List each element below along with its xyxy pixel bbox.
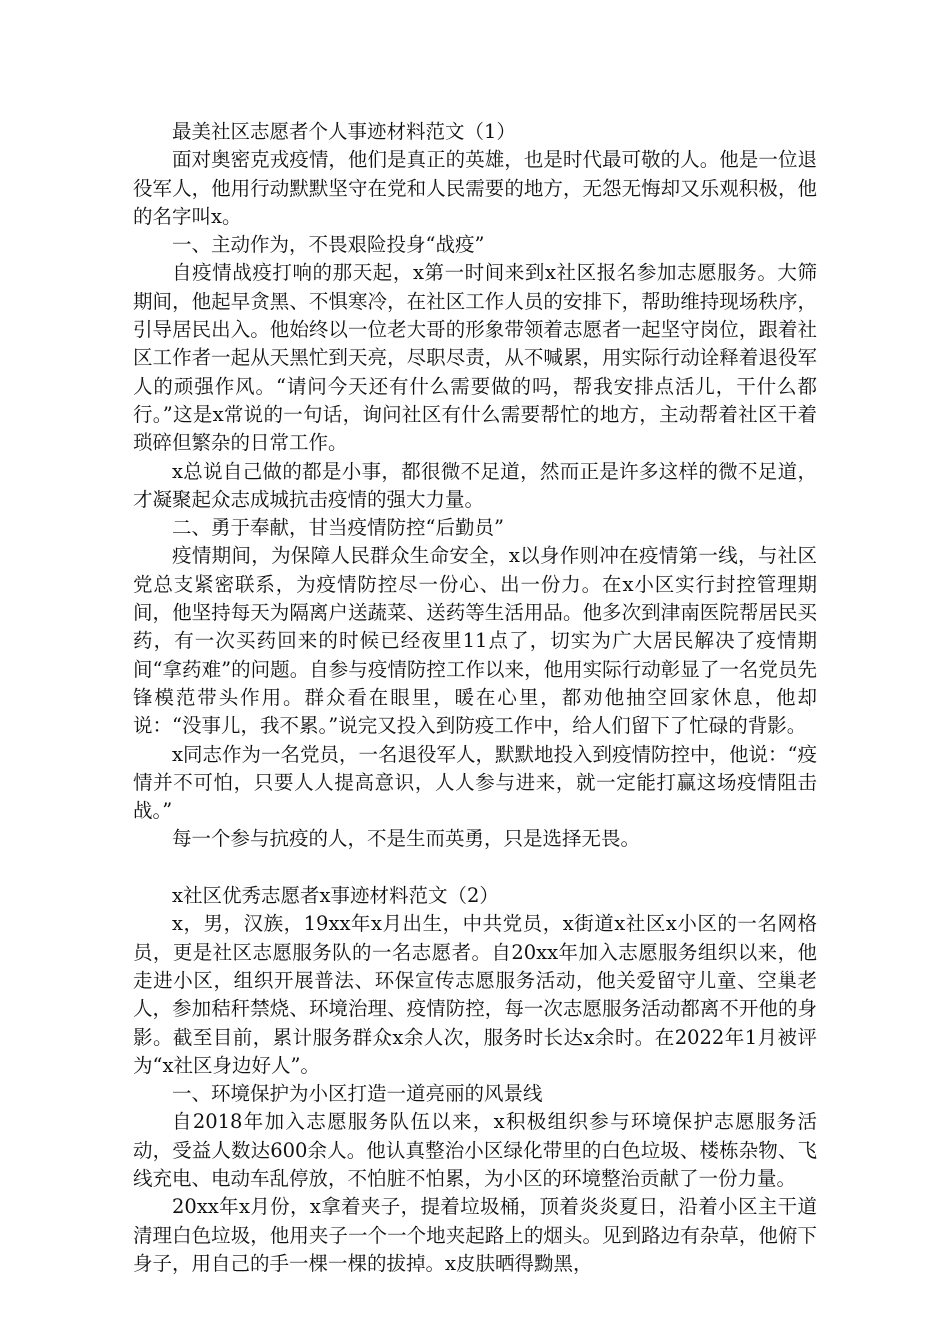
section-spacer	[133, 854, 817, 882]
section2-paragraph2: 20xx年x月份，x拿着夹子，提着垃圾桶，顶着炎炎夏日，沿着小区主干道清理白色垃圾，他用夹子一个一个地夹起路上的烟头。见到路边有杂草，他俯下身子，用自己的手一棵一棵的拔掉。x皮肤晒得黝黑，	[133, 1195, 817, 1275]
section1-paragraph4: x同志作为一名党员，一名退役军人，默默地投入到疫情防控中，他说：“疫情并不可怕，只要人人提高意识，人人参与进来，就一定能打赢这场疫情阻击战。”	[133, 742, 817, 823]
section2-intro: x，男，汉族，19xx年x月出生，中共党员，x街道x社区x小区的一名网格员，更是社区志愿服务队的一名志愿者。自20xx年加入志愿服务组织以来，他走进小区，组织开展普法、环保宣传志愿服务活动，他关爱留守儿童、空巢老人，参加秸秆禁烧、环境治理、疫情防控，每一次志愿服务活动都离不开他的身影。截至目前，累计服务群众x余人次，服务时长达x余时。在2022年1月被评为“x社区身边好人”。	[133, 912, 817, 1077]
section1-heading1: 一、主动作为，不畏艰险投身“战疫”	[172, 233, 485, 257]
section2-heading1: 一、环境保护为小区打造一道亮丽的风景线	[172, 1082, 543, 1106]
section1-paragraph2: x总说自己做的都是小事，都很微不足道，然而正是许多这样的微不足道，才凝聚起众志成城抗击疫情的强大力量。	[133, 459, 817, 511]
section1-title: 最美社区志愿者个人事迹材料范文（1）	[172, 120, 516, 143]
section1-paragraph1: 自疫情战疫打响的那天起，x第一时间来到x社区报名参加志愿服务。大筛期间，他起早贪黑、不惧寒冷，在社区工作人员的安排下，帮助维持现场秩序，引导居民出入。他始终以一位老大哥的形象带领着志愿者一起坚守岗位，跟着社区工作者一起从天黑忙到天亮，尽职尽责，从不喊累，用实际行动诠释着退役军人的顽强作风。“请问今天还有什么需要做的吗，帮我安排点活儿，干什么都行。”这是x常说的一句话，询问社区有什么需要帮忙的地方，主动帮着社区干着琐碎但繁杂的日常工作。	[133, 261, 817, 455]
section2-title: x社区优秀志愿者x事迹材料范文（2）	[172, 884, 499, 908]
section2-paragraph1: 自2018年加入志愿服务队伍以来，x积极组织参与环境保护志愿服务活动，受益人数达600余人。他认真整治小区绿化带里的白色垃圾、楼栋杂物、飞线充电、电动车乱停放，不怕脏不怕累，为小区的环境整治贡献了一份力量。	[133, 1110, 817, 1190]
document-page	[133, 118, 817, 1278]
section1-intro: 面对奥密克戎疫情，他们是真正的英雄，也是时代最可敬的人。他是一位退役军人，他用行动默默坚守在党和人民需要的地方，无怨无悔却又乐观积极，他的名字叫x。	[133, 148, 817, 228]
section1-paragraph3: 疫情期间，为保障人民群众生命安全，x以身作则冲在疫情第一线，与社区党总支紧密联系，为疫情防控尽一份心、出一份力。在x小区实行封控管理期间，他坚持每天为隔离户送蔬菜、送药等生活用品。他多次到津南医院帮居民买药，有一次买药回来的时候已经夜里11点了，切实为广大居民解决了疫情期间“拿药难”的问题。自参与疫情防控工作以来，他用实际行动彰显了一名党员先锋模范带头作用。群众看在眼里，暖在心里，都劝他抽空回家休息，他却说：“没事儿，我不累。”说完又投入到防疫工作中，给人们留下了忙碌的背影。	[133, 544, 817, 738]
section1-paragraph5: 每一个参与抗疫的人，不是生而英勇，只是选择无畏。	[172, 827, 641, 851]
section1-heading2: 二、勇于奉献，甘当疫情防控“后勤员”	[172, 516, 504, 540]
